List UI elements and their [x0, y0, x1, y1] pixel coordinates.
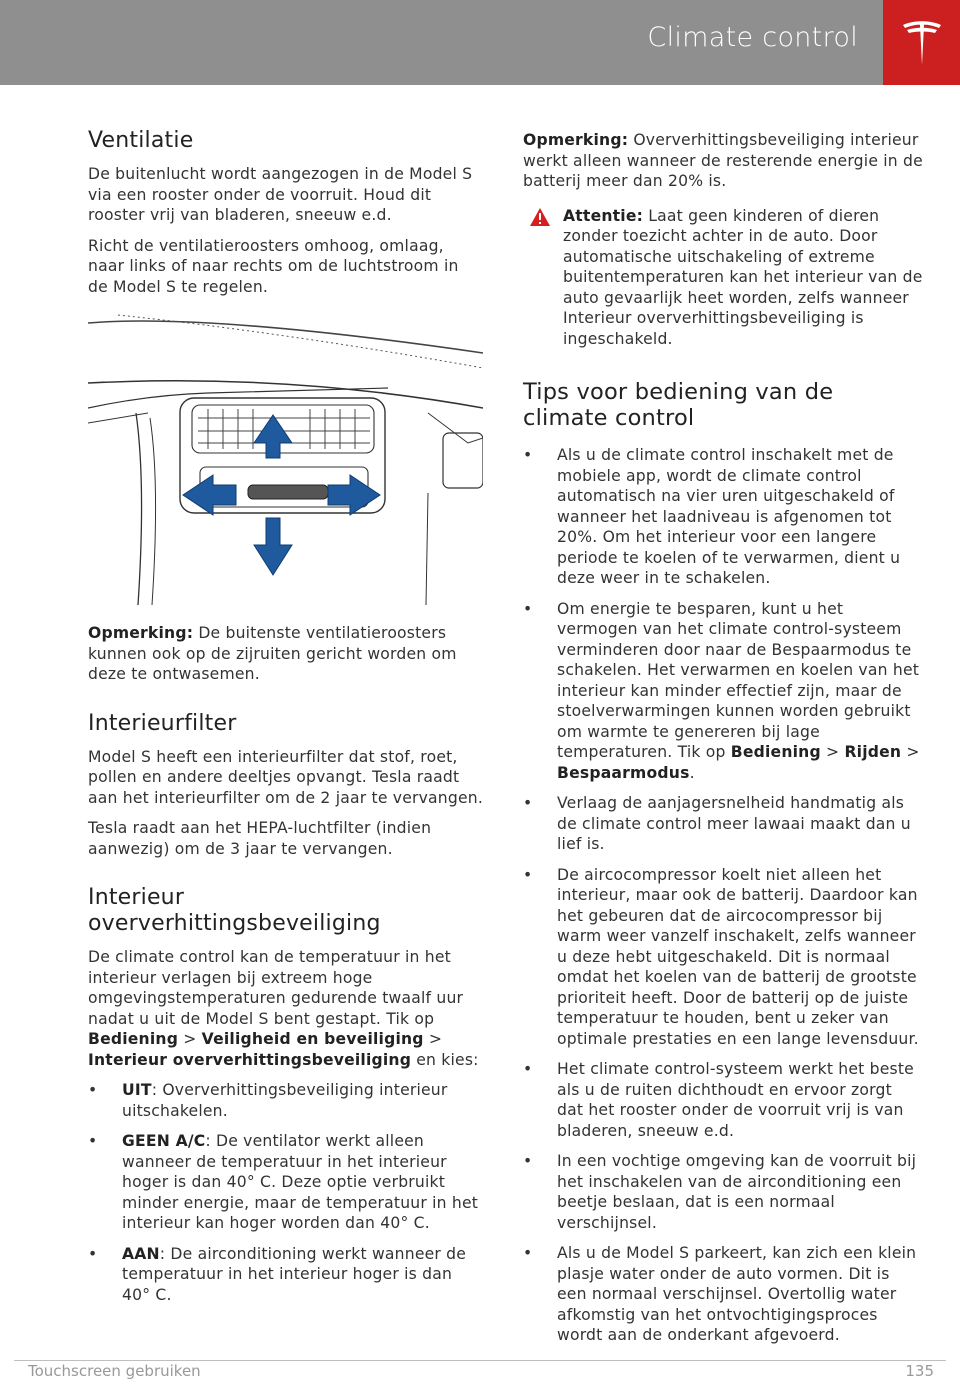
path-separator: >	[820, 743, 845, 761]
tip-text: Om energie te besparen, kunt u het vermogen van het climate control-systeem verminderen door naar de Bespaarmodus te schakelen. Het verwarmen en koelen van het interieur kan minder effectief zijn, maar de stoelverwarmingen kunnen worden gebruikt om warmte te genereren bij lage temperaturen. Tik op	[557, 599, 920, 761]
ventilatie-paragraph-1: De buitenlucht wordt aangezogen in de Model S via een rooster onder de voorruit. Houd dit rooster vrij van bladeren, sneeuw e.d.	[88, 165, 473, 224]
note-text: De buitenste ventilatieroosters kunnen ook op de zijruiten gericht worden om deze te ontwasemen.	[88, 624, 457, 683]
option-label: UIT	[122, 1081, 152, 1099]
option-geen-ac	[88, 1131, 483, 1234]
ventilatie-paragraph-2: Richt de ventilatieroosters omhoog, omlaag, naar links of naar rechts om de luchtstroom in de Model S te regelen.	[88, 236, 459, 296]
option-text: : De airconditioning werkt wanneer de temperatuur in het interieur hoger is dan 40° C.	[122, 1244, 467, 1304]
path-oververhitting: Interieur oververhittingsbeveiliging	[88, 1050, 412, 1069]
tesla-logo-icon	[901, 19, 943, 67]
oververhitting-text-end: en kies:	[411, 1050, 479, 1069]
tip-item	[523, 599, 923, 784]
path-bediening: Bediening	[88, 1030, 179, 1048]
option-uit	[88, 1080, 483, 1121]
section-title-interieurfilter: Interieurfilter	[88, 710, 237, 736]
filter-paragraph-1: Model S heeft een interieurfilter dat stof, roet, pollen en andere deeltjes opvangt. Tesla raadt aan het interieurfilter om de 2 jaar te vervangen.	[88, 747, 484, 807]
oververhitting-options	[88, 1080, 483, 1305]
warning-box	[523, 206, 923, 350]
page-header	[0, 0, 960, 85]
tip-item: • Verlaag de aanjagersnelheid handmatig als de climate control meer lawaai maakt dan u lief is.	[523, 793, 923, 855]
path-bespaarmodus: Bespaarmodus	[557, 763, 690, 782]
tip-item: • Het climate control-systeem werkt het beste als u de ruiten dichthoudt en ervoor zorgt dat het rooster onder de voorruit vrij is van bladeren, sneeuw e.d.	[523, 1059, 923, 1141]
note-label: Opmerking:	[523, 131, 629, 149]
path-bediening: Bediening	[730, 743, 821, 761]
right-column	[523, 130, 923, 1356]
path-separator: >	[178, 1030, 202, 1048]
path-veiligheid: Veiligheid en beveiliging	[201, 1030, 424, 1048]
tip-item: • Als u de climate control inschakelt met de mobiele app, wordt de climate control automatisch na vier uren uitgeschakeld of wanneer het laadniveau is afgenomen tot 20%. Om het interieur voor een langere periode te koelen of te verwarmen, dient u deze weer in te schakelen.	[523, 445, 923, 589]
warning-triangle-icon	[529, 207, 551, 233]
filter-paragraph-2: Tesla raadt aan het HEPA-luchtfilter (indien aanwezig) om de 3 jaar te vervangen.	[88, 819, 432, 858]
path-rijden: Rijden	[844, 743, 902, 761]
tips-list	[523, 445, 923, 1346]
option-label: AAN	[122, 1244, 160, 1263]
left-column	[88, 128, 483, 1315]
tip-item: • In een vochtige omgeving kan de voorruit bij het inschakelen van de airconditioning een beetje beslaan, dat is een normaal verschijnsel.	[523, 1151, 923, 1233]
note-battery	[523, 130, 923, 192]
tesla-logo	[883, 0, 960, 85]
page-number: 135	[905, 1362, 934, 1380]
option-text: : De ventilator werkt alleen wanneer de temperatuur in het interieur hoger is dan 40° C. Deze optie verbruikt minder energie, maar de temperatuur in het interieur kan hoger worden dan 40° C.	[122, 1132, 479, 1232]
note-text: Oververhittingsbeveiliging interieur werkt alleen wanneer de resterende energie in de batterij meer dan 20% is.	[523, 131, 923, 190]
oververhitting-paragraph	[88, 947, 483, 1070]
tip-item: • De aircocompressor koelt niet alleen het interieur, maar ook de batterij. Daardoor kan het gebeuren dat de aircocompressor bij warm weer vanzelf inschakelt, zelfs wanneer u deze hebt uitgeschakeld. Dit is normaal omdat het koelen van de batterij de grootste prioriteit heeft. Door de batterij op de juiste temperatuur te houden, bent u zeker van optimale prestaties en een lange levensduur.	[523, 865, 923, 1050]
option-text: : Oververhittingsbeveiliging interieur uitschakelen.	[122, 1081, 448, 1120]
section-title-ventilatie: Ventilatie	[88, 128, 194, 153]
warning-text: Laat geen kinderen of dieren zonder toezicht achter in de auto. Door automatische uitschakeling of extreme buitentemperaturen kan het interieur van de auto gevaarlijk heet worden, zelfs wanneer Interieur oververhittingsbeveiliging is ingeschakeld.	[563, 206, 923, 348]
footer-section: Touchscreen gebruiken	[28, 1362, 201, 1380]
option-aan	[88, 1244, 483, 1306]
tip-text-end: .	[689, 763, 695, 782]
header-title: Climate control	[647, 22, 858, 53]
path-separator: >	[423, 1030, 443, 1048]
vent-illustration	[88, 313, 483, 605]
section-title-tips: Tips voor bediening van de climate control	[523, 379, 834, 431]
path-separator: >	[901, 743, 920, 761]
note-label: Opmerking:	[88, 624, 194, 642]
option-label: GEEN A/C	[122, 1132, 206, 1150]
oververhitting-text: De climate control kan de temperatuur in het interieur verlagen bij extreem hoge omgevingstemperaturen gedurende twaalf uur nadat u uit de Model S bent gestapt. Tik op	[88, 948, 464, 1028]
warning-label: Attentie:	[563, 206, 644, 225]
tip-item: • Als u de Model S parkeert, kan zich een klein plasje water onder de auto vormen. Dit is een normaal verschijnsel. Overtollig water afkomstig van het ontvochtigingsproces wordt aan de onderkant afgevoerd.	[523, 1243, 923, 1346]
note-ventilatie	[88, 623, 483, 685]
section-title-oververhitting: Interieur oververhittingsbeveiliging	[88, 885, 381, 936]
footer-divider	[14, 1360, 946, 1361]
